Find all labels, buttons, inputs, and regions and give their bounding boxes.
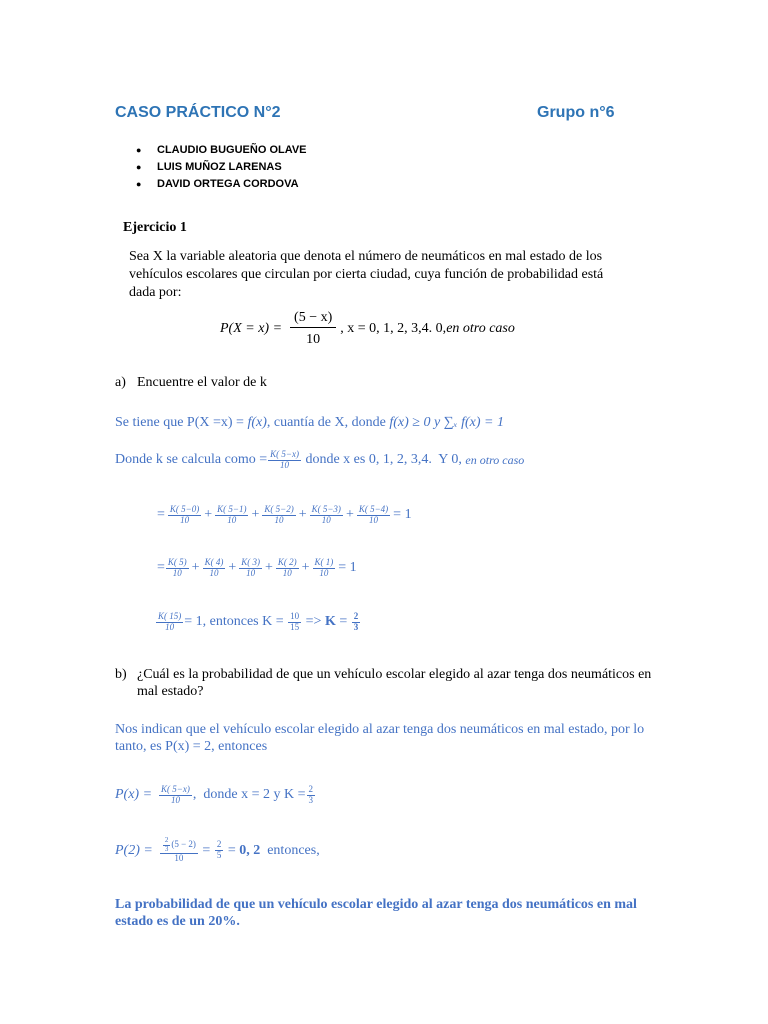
fraction-denominator: 10 bbox=[282, 567, 292, 578]
condition-math: f(x) ≥ 0 y ∑ₓ f(x) = 1 bbox=[389, 415, 505, 430]
plus-sign: + bbox=[301, 560, 310, 576]
fx-span: f(x) bbox=[247, 415, 267, 430]
fraction-denominator: 10 bbox=[172, 567, 182, 578]
fraction-denominator: 10 bbox=[321, 514, 331, 525]
pmf-numerator: (5 − x) bbox=[290, 310, 336, 328]
k-fraction bbox=[268, 450, 301, 471]
author-name: LUIS MUÑOZ LARENAS bbox=[157, 161, 282, 173]
fraction-denominator: 5 bbox=[216, 850, 222, 861]
statement-line: Sea X la variable aleatoria que denota el número de neumáticos en mal estado de los bbox=[129, 249, 603, 264]
text-span: Se tiene que P(X =x) = bbox=[115, 415, 248, 430]
author-name: CLAUDIO BUGUEÑO OLAVE bbox=[157, 144, 307, 156]
part-a-label: a) bbox=[115, 375, 126, 390]
text-span: Donde k se calcula como = bbox=[115, 452, 268, 468]
part-b-answer-line: Nos indican que el vehículo escolar elegido al azar tenga dos neumáticos en mal estado, por lo bbox=[115, 722, 645, 737]
k-result bbox=[155, 612, 361, 633]
text-span: , cuantía de X, donde bbox=[266, 415, 390, 430]
sum-expansion-2 bbox=[155, 558, 359, 579]
plus-sign: + bbox=[204, 507, 213, 523]
part-b-question-line: ¿Cuál es la probabilidad de que un vehículo escolar elegido al azar tenga dos neumáticos en bbox=[137, 667, 652, 682]
probability-value: 0, 2 bbox=[239, 842, 261, 858]
fraction-numerator: 10 bbox=[290, 611, 300, 621]
part-a-line-1 bbox=[115, 414, 504, 432]
fraction-numerator: 2 bbox=[353, 611, 359, 621]
plus-sign: + bbox=[264, 560, 273, 576]
k-value-fraction bbox=[307, 785, 316, 806]
text-span: (5 − 2) bbox=[171, 839, 196, 850]
fraction-numerator: 2 bbox=[308, 784, 313, 794]
author-item bbox=[136, 159, 307, 176]
equals-sign: = bbox=[157, 560, 165, 576]
statement-line: dada por: bbox=[129, 285, 182, 300]
sum-result: = 1 bbox=[338, 560, 357, 576]
sum-term bbox=[313, 558, 336, 579]
k-inline-fraction bbox=[163, 837, 171, 853]
author-item bbox=[136, 142, 307, 159]
equals-sign: = bbox=[335, 614, 351, 630]
part-b-question-line: mal estado? bbox=[137, 684, 204, 699]
pmf-otherwise: en otro caso bbox=[446, 320, 515, 336]
plus-sign: + bbox=[228, 560, 237, 576]
sum-term bbox=[168, 505, 201, 526]
fraction-numerator: K( 3) bbox=[241, 557, 260, 567]
fraction-numerator: K( 4) bbox=[204, 557, 224, 567]
fraction-denominator: 3 bbox=[353, 621, 359, 632]
fraction-denominator: 15 bbox=[290, 621, 300, 632]
fraction-numerator: K( 5−0) bbox=[169, 504, 200, 514]
plus-sign: + bbox=[251, 507, 260, 523]
k-label: K bbox=[324, 614, 336, 630]
equals-sign: = bbox=[224, 842, 240, 858]
fraction-denominator: 10 bbox=[209, 567, 219, 578]
fraction-denominator: 3 bbox=[164, 844, 169, 853]
calc-lhs: P(2) = bbox=[115, 842, 153, 858]
fraction-numerator: K( 5−2) bbox=[264, 504, 294, 514]
formula-lhs: P(x) = bbox=[115, 787, 153, 803]
sum-term bbox=[239, 558, 262, 579]
pmf-support: , x = 0, 1, 2, 3,4. 0, bbox=[340, 320, 447, 336]
fraction-denominator: 10 bbox=[274, 514, 284, 525]
fraction-numerator: K( 5−3) bbox=[311, 504, 341, 514]
sum-term bbox=[166, 558, 189, 579]
exercise-title: Ejercicio 1 bbox=[123, 220, 187, 235]
sum-term bbox=[262, 505, 295, 526]
sum-expansion-1 bbox=[155, 505, 414, 526]
fraction-denominator: 10 bbox=[180, 514, 190, 525]
sum-term bbox=[310, 505, 343, 526]
text-span: entonces, bbox=[260, 842, 320, 858]
text-span: donde x es 0, 1, 2, 3,4. Y 0, bbox=[301, 452, 466, 468]
sum-term bbox=[215, 505, 248, 526]
p2-calculation bbox=[115, 837, 320, 864]
text-span: = 1, entonces K = bbox=[184, 614, 288, 630]
fraction-denominator: 10 bbox=[369, 514, 378, 525]
part-b-label: b) bbox=[115, 667, 127, 682]
plus-sign: + bbox=[345, 507, 354, 523]
author-item bbox=[136, 176, 307, 193]
fraction-numerator: K( 15) bbox=[158, 611, 182, 621]
bullet-icon: ● bbox=[136, 145, 142, 155]
k-final-fraction bbox=[352, 612, 361, 633]
fraction-numerator: K( 5) bbox=[167, 557, 187, 567]
fraction-denominator: 10 bbox=[280, 459, 290, 470]
fraction-numerator bbox=[160, 837, 198, 854]
document-title: CASO PRÁCTICO N°2 bbox=[115, 104, 281, 121]
conclusion-line: estado es de un 20%. bbox=[115, 914, 240, 929]
bullet-icon: ● bbox=[136, 179, 142, 189]
pmf-denominator: 10 bbox=[306, 332, 321, 348]
fraction-numerator: 2 bbox=[164, 836, 169, 844]
fraction-denominator: 10 bbox=[319, 567, 329, 578]
part-b-answer-line: tanto, es P(x) = 2, entonces bbox=[115, 739, 268, 754]
plus-sign: + bbox=[191, 560, 200, 576]
author-name: DAVID ORTEGA CORDOVA bbox=[157, 178, 299, 190]
statement-line: vehículos escolares que circulan por cierta ciudad, cuya función de probabilidad está bbox=[129, 267, 604, 282]
otherwise-text: en otro caso bbox=[465, 453, 525, 468]
k-ratio-fraction bbox=[288, 612, 301, 633]
part-a-line-2 bbox=[115, 450, 524, 471]
sum-term bbox=[276, 558, 299, 579]
pmf-lhs: P(X = x) = bbox=[220, 320, 283, 336]
equals-sign: = bbox=[198, 842, 214, 858]
formula-fraction bbox=[159, 785, 192, 806]
fraction-numerator: K( 1) bbox=[314, 557, 334, 567]
px-formula bbox=[115, 785, 316, 806]
pmf-fraction bbox=[290, 310, 336, 348]
fraction-denominator: 10 bbox=[227, 514, 237, 525]
k-sum-fraction bbox=[156, 612, 183, 633]
conclusion-line: La probabilidad de que un vehículo escolar elegido al azar tenga dos neumáticos en mal bbox=[115, 897, 637, 912]
sum-term bbox=[203, 558, 226, 579]
sum-term bbox=[357, 505, 390, 526]
implies-arrow: => bbox=[302, 614, 325, 630]
bullet-icon: ● bbox=[136, 162, 142, 172]
fraction-numerator: K( 5−1) bbox=[217, 504, 247, 514]
authors-list bbox=[136, 142, 307, 193]
equals-sign: = bbox=[157, 507, 165, 523]
part-a-question: Encuentre el valor de k bbox=[137, 375, 267, 390]
fraction-numerator: 2 bbox=[216, 839, 222, 850]
pmf-equation bbox=[220, 310, 515, 348]
fraction-numerator: K( 5−x) bbox=[161, 784, 190, 794]
sum-result: = 1 bbox=[393, 507, 412, 523]
fraction-numerator: K( 2) bbox=[277, 557, 297, 567]
fraction-numerator: K( 5−4) bbox=[358, 504, 389, 514]
text-span: , donde x = 2 y K = bbox=[192, 787, 306, 803]
fraction-numerator: K( 5−x) bbox=[270, 449, 299, 459]
fraction-denominator: 10 bbox=[174, 853, 184, 864]
fraction-denominator: 10 bbox=[165, 621, 175, 632]
calc-fraction bbox=[160, 837, 198, 864]
plus-sign: + bbox=[298, 507, 307, 523]
fraction-denominator: 3 bbox=[308, 794, 313, 805]
group-label: Grupo n°6 bbox=[537, 104, 615, 121]
fraction-denominator: 10 bbox=[170, 794, 180, 805]
fraction-denominator: 10 bbox=[246, 567, 256, 578]
reduced-fraction bbox=[215, 840, 224, 861]
